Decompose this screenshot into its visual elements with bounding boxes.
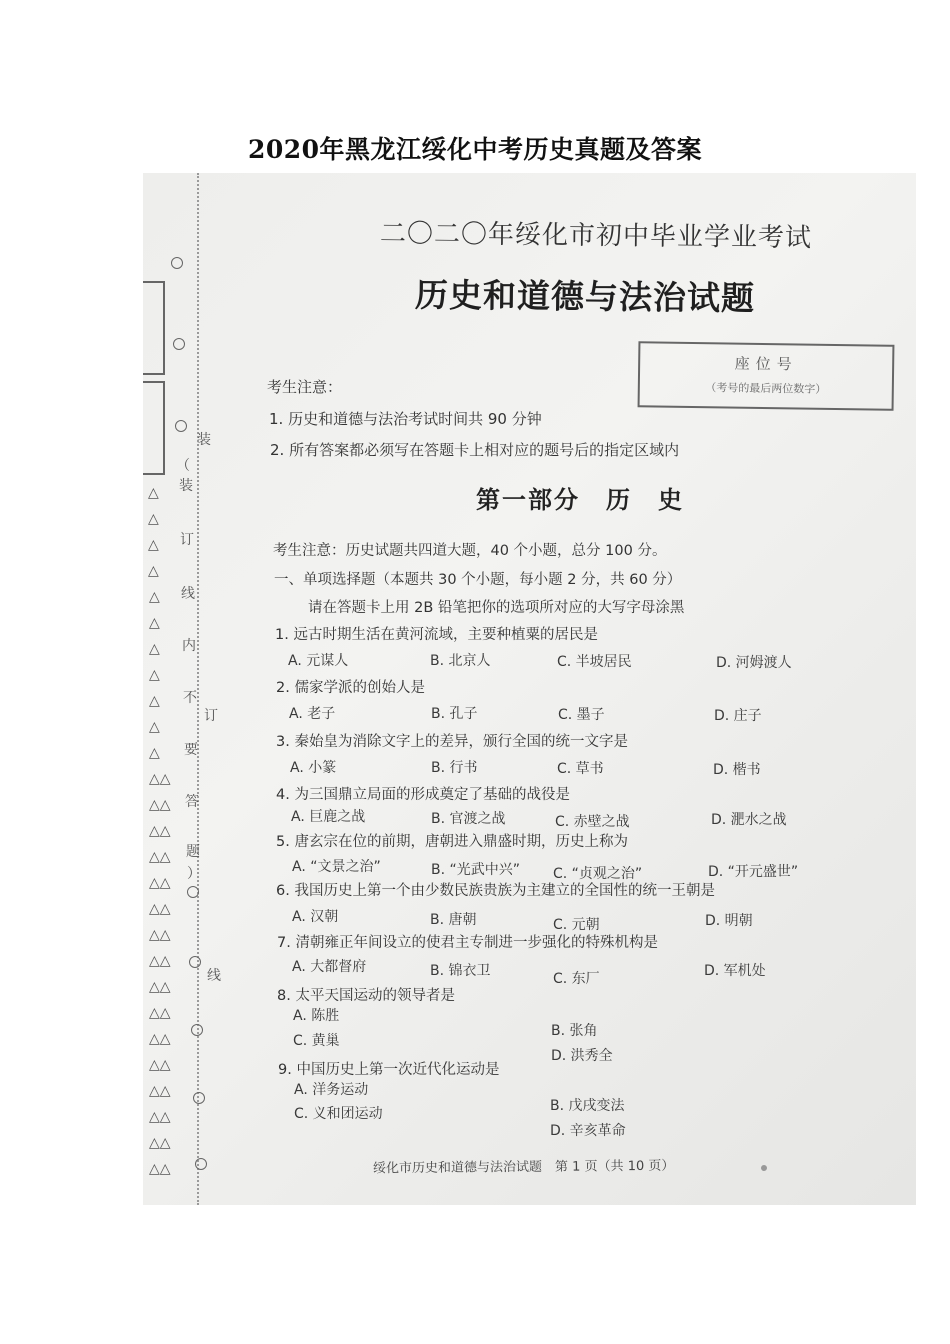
question-option: A. “文景之治”: [292, 859, 381, 875]
question-stem: 5. 唐玄宗在位的前期，唐朝进入鼎盛时期，历史上称为: [276, 834, 628, 850]
question-option: C. 义和团运动: [294, 1106, 383, 1122]
triangle-mark: △△: [149, 771, 171, 787]
exam-paper-photo: [143, 173, 916, 1205]
triangle-mark: △: [148, 563, 159, 579]
page-footer: 绥化市历史和道德与法治试题 第 1 页（共 10 页）: [372, 1158, 675, 1177]
triangle-mark: △△: [149, 927, 171, 943]
question-option: A. 洋务运动: [294, 1082, 369, 1098]
question-option: C. 东厂: [553, 971, 600, 987]
question-option: B. 张角: [551, 1023, 598, 1039]
triangle-mark: △: [148, 485, 159, 501]
question-option: C. 墨子: [558, 707, 605, 723]
triangle-mark: △: [149, 641, 160, 657]
question-option: B. 锦衣卫: [430, 963, 491, 979]
question-stem: 8. 太平天国运动的领导者是: [277, 988, 455, 1004]
triangle-mark: △: [149, 745, 160, 761]
subject-title: 历史和道德与法治试题: [414, 275, 756, 318]
question-option: A. 巨鹿之战: [291, 809, 366, 825]
question-option: A. 元谋人: [288, 653, 349, 669]
triangle-mark: △△: [149, 1057, 171, 1073]
binding-hole: [171, 257, 183, 269]
binding-hole: [187, 886, 199, 898]
triangle-mark: △△: [149, 901, 171, 917]
binding-mark: 订: [204, 708, 218, 724]
binding-mark: 装: [179, 478, 193, 494]
binding-dotted-line: [197, 173, 199, 1205]
question-option: C. 草书: [557, 761, 604, 777]
notice-item: 2. 所有答案都必须写在答题卡上相对应的题号后的指定区域内: [270, 441, 680, 459]
exam-title: 二〇二〇年绥化市初中毕业学业考试: [379, 218, 813, 254]
binding-mark: 内: [182, 638, 196, 654]
binding-mark: 答: [185, 794, 199, 810]
binding-hole: [195, 1158, 207, 1170]
question-option: A. 大都督府: [292, 959, 367, 975]
triangle-mark: △△: [149, 979, 171, 995]
question-option: B. 官渡之战: [431, 811, 506, 827]
question-stem: 3. 秦始皇为消除文字上的差异，颁行全国的统一文字是: [276, 734, 628, 750]
binding-mark: （: [176, 458, 190, 474]
seat-number-box: [638, 341, 895, 411]
triangle-mark: △△: [149, 1031, 171, 1047]
question-option: B. 戊戌变法: [550, 1098, 625, 1114]
notice-heading: 考生注意：: [267, 378, 343, 396]
question-stem: 6. 我国历史上第一个由少数民族贵族为主建立的全国性的统一王朝是: [276, 883, 715, 899]
question-option: C. 黄巢: [293, 1033, 340, 1049]
triangle-mark: △△: [149, 953, 171, 969]
triangle-mark: △△: [149, 797, 171, 813]
question-option: D. 楷书: [713, 762, 761, 778]
triangle-mark: △△: [149, 875, 171, 891]
binding-hole: [175, 420, 187, 432]
question-option: D. 庄子: [714, 708, 762, 724]
question-option: A. 老子: [289, 706, 336, 722]
triangle-mark: △△: [149, 1135, 171, 1151]
triangle-mark: △: [149, 693, 160, 709]
smudge-mark: [761, 1165, 767, 1171]
binding-hole: [191, 1024, 203, 1036]
question-option: D. 军机处: [704, 963, 766, 979]
binding-mark: ）: [187, 866, 201, 882]
binding-mark: 装: [197, 432, 211, 448]
document-title: 2020年黑龙江绥化中考历史真题及答案: [247, 135, 703, 164]
history-notice: 考生注意：历史试题共四道大题，40 个小题，总分 100 分。: [273, 543, 667, 559]
triangle-mark: △: [148, 511, 159, 527]
question-option: D. 辛亥革命: [550, 1123, 626, 1139]
binding-mark: 题: [186, 844, 200, 860]
question-option: C. 元朝: [553, 917, 600, 933]
binding-mark: 不: [183, 690, 197, 706]
question-option: B. 唐朝: [430, 912, 477, 928]
question-option: D. 洪秀全: [551, 1048, 613, 1064]
triangle-mark: △△: [149, 1005, 171, 1021]
question-option: C. “贞观之治”: [553, 866, 643, 882]
triangle-mark: △: [148, 537, 159, 553]
part-title: 第一部分 历 史: [476, 485, 684, 514]
binding-mark: 订: [180, 532, 194, 548]
triangle-mark: △: [149, 615, 160, 631]
section-heading: 一、单项选择题（本题共 30 个小题，每小题 2 分，共 60 分）: [274, 572, 682, 588]
question-stem: 7. 清朝雍正年间设立的使君主专制进一步强化的特殊机构是: [277, 935, 658, 951]
question-option: A. 陈胜: [293, 1008, 340, 1024]
triangle-mark: △: [149, 667, 160, 683]
seat-number-hint: （考号的最后两位数字）: [705, 381, 827, 396]
question-option: D. 河姆渡人: [716, 655, 792, 671]
triangle-mark: △△: [149, 823, 171, 839]
binding-hole: [193, 1092, 205, 1104]
triangle-mark: △: [149, 589, 160, 605]
binding-box-top: [143, 281, 165, 375]
triangle-mark: △△: [149, 1161, 171, 1177]
question-option: B. “光武中兴”: [431, 862, 521, 878]
question-option: B. 北京人: [430, 653, 491, 669]
question-option: B. 行书: [431, 760, 478, 776]
question-option: D. “开元盛世”: [708, 864, 799, 880]
triangle-mark: △△: [149, 1109, 171, 1125]
question-option: A. 小篆: [290, 760, 337, 776]
binding-hole: [173, 338, 185, 350]
question-stem: 1. 远古时期生活在黄河流域，主要种植粟的居民是: [275, 627, 598, 643]
seat-number-label: 座位号: [734, 354, 798, 374]
section-instruction: 请在答题卡上用 2B 铅笔把你的选项所对应的大写字母涂黑: [308, 600, 685, 616]
binding-mark: 要: [184, 742, 198, 758]
triangle-mark: △: [149, 719, 160, 735]
binding-mark: 线: [207, 968, 221, 984]
question-option: D. 明朝: [705, 913, 753, 929]
question-option: A. 汉朝: [292, 909, 339, 925]
binding-mark: 线: [181, 586, 195, 602]
question-stem: 9. 中国历史上第一次近代化运动是: [278, 1062, 500, 1078]
question-option: D. 淝水之战: [711, 812, 787, 828]
question-option: C. 半坡居民: [557, 654, 632, 670]
question-option: C. 赤壁之战: [555, 814, 630, 830]
question-option: B. 孔子: [431, 706, 478, 722]
question-stem: 2. 儒家学派的创始人是: [276, 680, 425, 696]
notice-item: 1. 历史和道德与法治考试时间共 90 分钟: [269, 410, 542, 428]
triangle-mark: △△: [149, 849, 171, 865]
question-stem: 4. 为三国鼎立局面的形成奠定了基础的战役是: [276, 787, 570, 803]
triangle-mark: △△: [149, 1083, 171, 1099]
binding-hole: [189, 956, 201, 968]
binding-box-bottom: [143, 381, 165, 475]
